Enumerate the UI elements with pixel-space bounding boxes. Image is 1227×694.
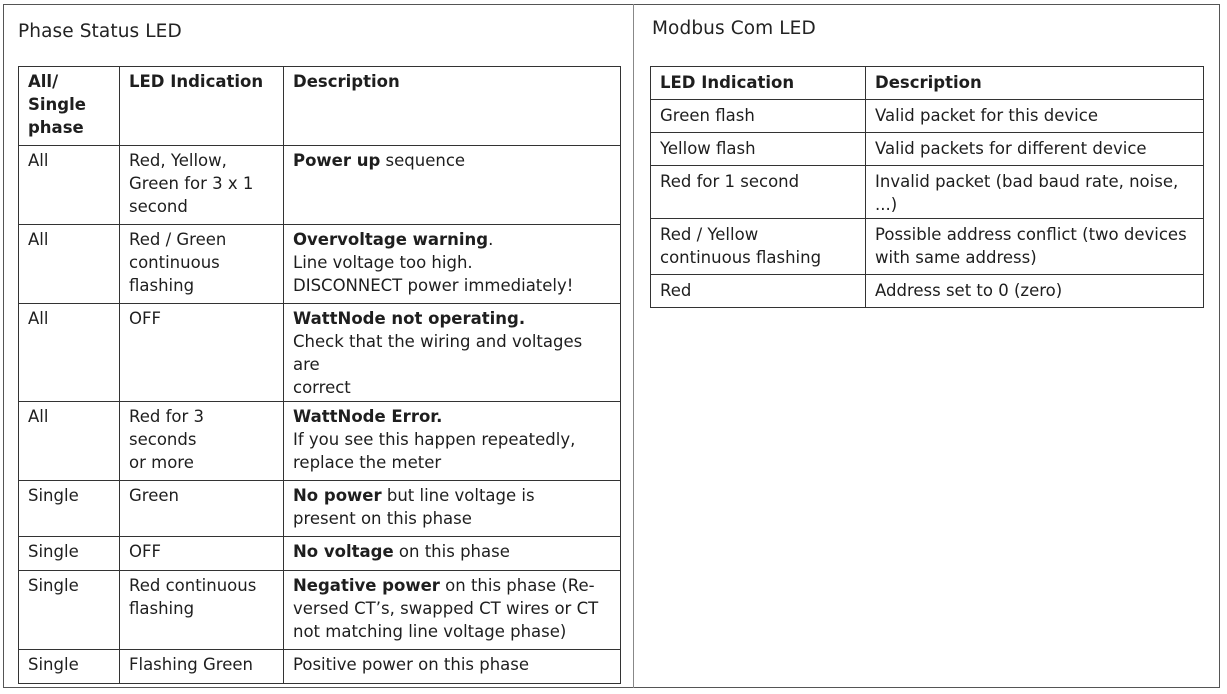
table-row — [651, 219, 1204, 275]
phase-cell: All — [19, 402, 120, 481]
header-description: Description — [284, 67, 621, 146]
header-led-indication: LED Indication — [120, 67, 284, 146]
description-cell: Address set to 0 (zero) — [866, 275, 1204, 308]
phase-cell: All — [19, 225, 120, 304]
table-row — [19, 304, 621, 402]
led-cell: Flashing Green — [120, 650, 284, 684]
description-cell: Valid packets for different device — [866, 133, 1204, 166]
phase-cell: Single — [19, 571, 120, 650]
phase-status-title: Phase Status LED — [18, 21, 182, 42]
led-cell: Red / Green continuous flashing — [120, 225, 284, 304]
table-row — [651, 275, 1204, 308]
table-row — [651, 133, 1204, 166]
phase-cell: All — [19, 146, 120, 225]
header-phase: All/ Single phase — [19, 67, 120, 146]
description-cell: Valid packet for this device — [866, 100, 1204, 133]
table-row — [19, 650, 621, 684]
led-cell: Green — [120, 481, 284, 537]
led-cell: Red for 3 seconds or more — [120, 402, 284, 481]
table-row — [651, 100, 1204, 133]
modbus-com-title: Modbus Com LED — [652, 18, 816, 39]
description-cell: WattNode not operating. Check that the wiring and voltages are correct — [284, 304, 621, 402]
modbus-header-row — [651, 67, 1204, 100]
led-cell: Red for 1 second — [651, 166, 866, 219]
led-cell: Green flash — [651, 100, 866, 133]
phase-cell: Single — [19, 537, 120, 571]
table-row — [19, 225, 621, 304]
phase-status-table — [18, 66, 621, 684]
phase-cell: Single — [19, 481, 120, 537]
description-cell: Overvoltage warning. Line voltage too high. DISCONNECT power immediately! — [284, 225, 621, 304]
table-row — [19, 402, 621, 481]
header-description: Description — [866, 67, 1204, 100]
header-led-indication: LED Indication — [651, 67, 866, 100]
description-cell: Invalid packet (bad baud rate, noise, ...) — [866, 166, 1204, 219]
led-cell: Red, Yellow, Green for 3 x 1 second — [120, 146, 284, 225]
table-row — [651, 166, 1204, 219]
description-cell: Negative power on this phase (Re- versed CT’s, swapped CT wires or CT not matching line voltage phase) — [284, 571, 621, 650]
description-cell: Positive power on this phase — [284, 650, 621, 684]
description-cell: No voltage on this phase — [284, 537, 621, 571]
table-row — [19, 537, 621, 571]
led-cell: OFF — [120, 304, 284, 402]
phase-status-header-row — [19, 67, 621, 146]
description-cell: Power up sequence — [284, 146, 621, 225]
led-cell: Red continuous flashing — [120, 571, 284, 650]
led-cell: OFF — [120, 537, 284, 571]
table-row — [19, 481, 621, 537]
modbus-com-table — [650, 66, 1204, 308]
panel-divider — [633, 4, 634, 688]
description-cell: WattNode Error. If you see this happen repeatedly, replace the meter — [284, 402, 621, 481]
table-row — [19, 146, 621, 225]
description-cell: Possible address conflict (two devices with same address) — [866, 219, 1204, 275]
led-cell: Yellow flash — [651, 133, 866, 166]
table-row — [19, 571, 621, 650]
led-cell: Red — [651, 275, 866, 308]
description-cell: No power but line voltage is present on this phase — [284, 481, 621, 537]
led-cell: Red / Yellow continuous flashing — [651, 219, 866, 275]
phase-cell: Single — [19, 650, 120, 684]
phase-cell: All — [19, 304, 120, 402]
